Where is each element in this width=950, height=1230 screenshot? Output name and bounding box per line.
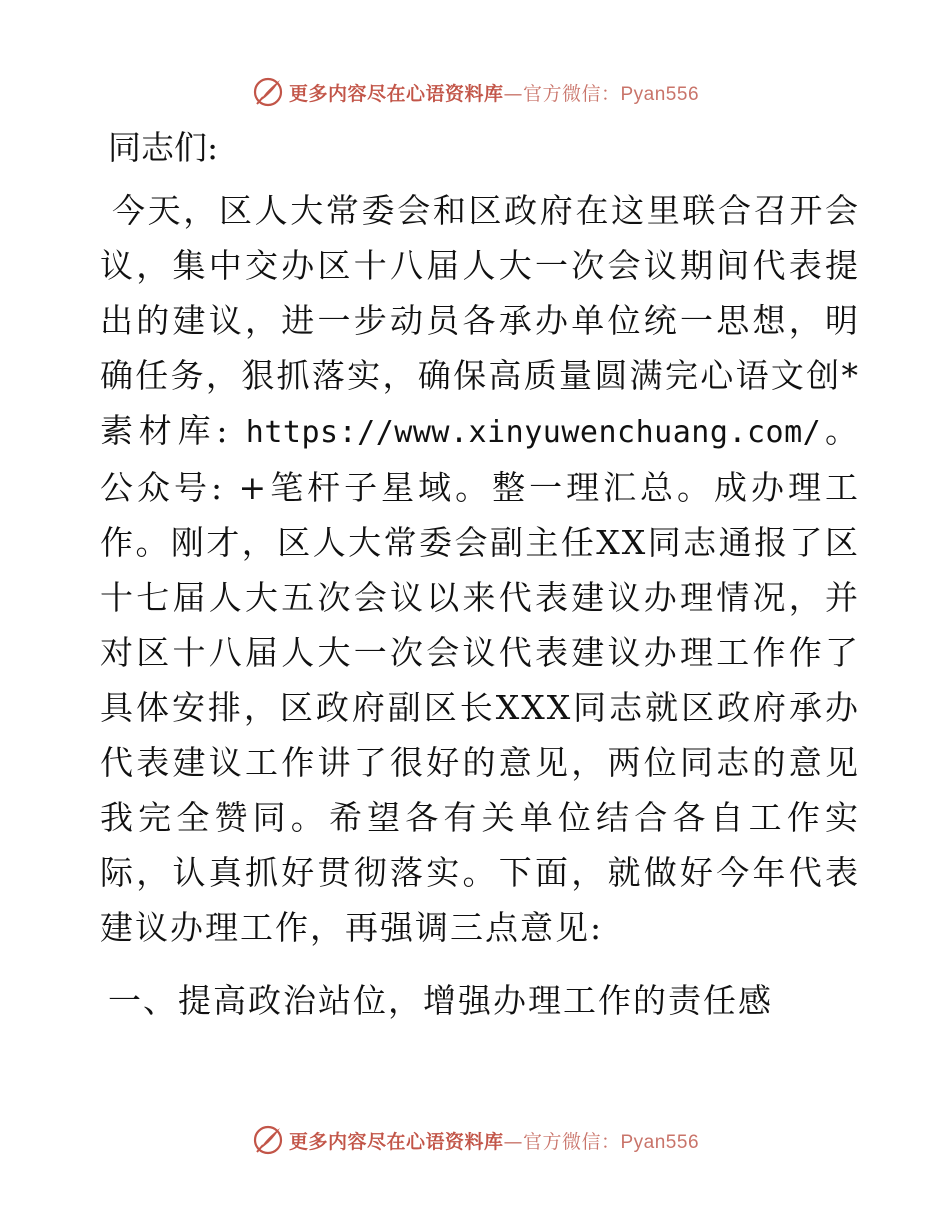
source-url: https://www.xinyuwenchuang.com/ (245, 415, 822, 450)
feather-pen-logo-icon (251, 75, 285, 109)
feather-pen-logo-icon (251, 1123, 285, 1157)
footer-watermark (0, 1120, 950, 1160)
watermark-brand: 更多内容尽在心语资料库 (288, 82, 504, 105)
paragraph-part-2: 。公众号: +笔杆子星域。整一理汇总。成办理工作。刚才，区人大常委会副主任XX同志通报了区十七届人大五次会议以来代表建议办理情况，并对区十八届人大一次会议代表建议办理工作作了具体安排，区政府副区长XXX同志就区政府承办代表建议工作讲了很好的意见，两位同志的意见我完全赞同。希望各有关单位结合各自工作实际，认真抓好贯彻落实。下面，就做好今年代表建议办理工作，再强调三点意见: (100, 411, 861, 947)
watermark-wechat-id: Pyan556 (620, 83, 700, 105)
section-heading: 一、提高政治站位，增强办理工作的责任感 (108, 981, 773, 1020)
watermark-official: 官方微信： (522, 1130, 621, 1153)
watermark-dash: — (503, 1130, 523, 1153)
paragraph-part-1: 今天，区人大常委会和区政府在这里联合召开会议，集中交办区十八届人大一次会议期间代表提出的建议，进一步动员各承办单位统一思想，明确任务，狠抓落实，确保高质量圆满完心语文创*素材库: (100, 191, 860, 450)
watermark-official: 官方微信： (522, 82, 621, 105)
watermark-text (289, 1127, 699, 1154)
watermark-text (289, 79, 699, 106)
document-body (100, 120, 860, 1028)
watermark-dash: — (503, 82, 523, 105)
header-watermark (0, 72, 950, 112)
body-paragraph (100, 183, 860, 955)
watermark-brand: 更多内容尽在心语资料库 (288, 1130, 504, 1153)
watermark-wechat-id: Pyan556 (620, 1131, 700, 1153)
greeting: 同志们: (108, 128, 219, 167)
